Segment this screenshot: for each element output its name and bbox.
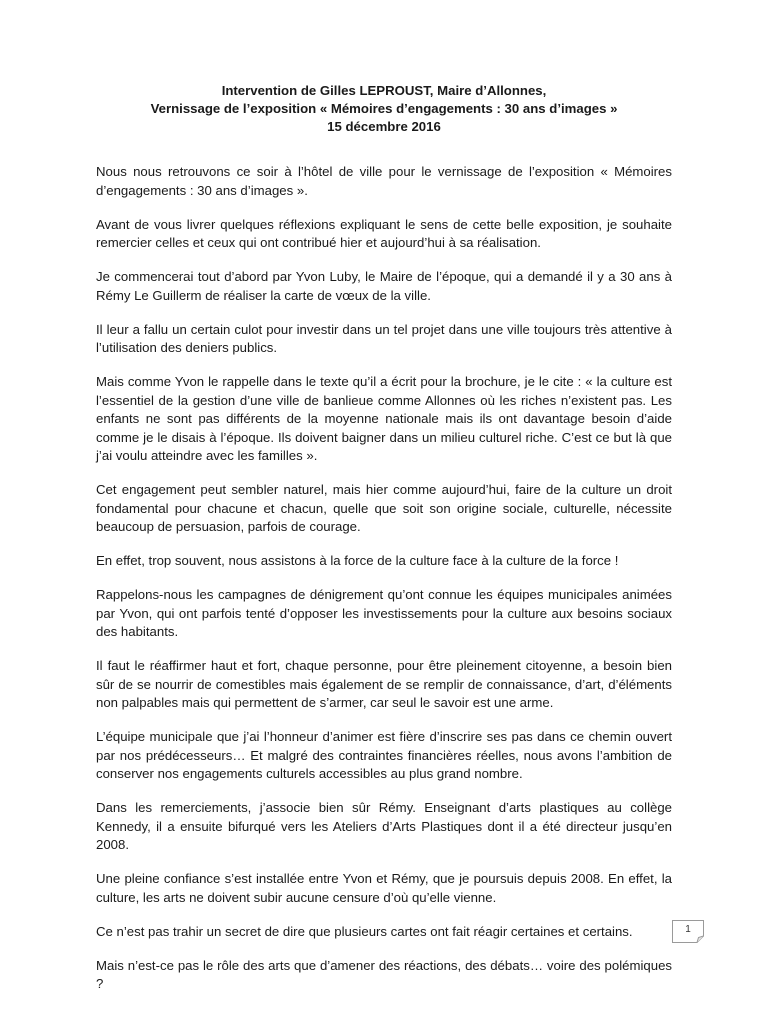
- paragraph: En effet, trop souvent, nous assistons à la force de la culture face à la culture de la force !: [96, 553, 619, 568]
- paragraph: Avant de vous livrer quelques réflexions expliquant le sens de cette belle exposition, je souhaite remercier celles et ceux qui ont contribué hier et aujourd’hui à sa réalisation.: [96, 216, 672, 250]
- paragraph: L’équipe municipale que j’ai l’honneur d’animer est fière d’inscrire ses pas dans ce chemin ouvert par nos prédécesseurs… Et malgré des contraintes financières réelles, nous avons l’ambition de conserver nos engagements culturels accessibles au plus grand nombre.: [96, 729, 672, 781]
- header-title: Intervention de Gilles LEPROUST, Maire d’Allonnes,: [221, 83, 547, 98]
- paragraph: Je commencerai tout d’abord par Yvon Luby, le Maire de l’époque, qui a demandé il y a 30 ans à Rémy Le Guillerm de réaliser la carte de vœux de la ville.: [96, 269, 672, 303]
- document-body: [96, 163, 672, 1009]
- paragraph: Cet engagement peut sembler naturel, mais hier comme aujourd’hui, faire de la culture un droit fondamental pour chacune et chacun, quelle que soit son origine sociale, culturelle, nécessite beaucoup de persuasion, parfois de courage.: [96, 482, 672, 534]
- paragraph: Mais n’est-ce pas le rôle des arts que d’amener des réactions, des débats… voire des polémiques ?: [96, 957, 672, 991]
- paragraph: Il leur a fallu un certain culot pour investir dans un tel projet dans une ville toujours très attentive à l’utilisation des deniers publics.: [96, 321, 672, 355]
- paragraph: Ce n’est pas trahir un secret de dire que plusieurs cartes ont fait réagir certaines et certains.: [96, 923, 633, 939]
- header-subtitle: Vernissage de l’exposition « Mémoires d’engagements : 30 ans d’images »: [150, 101, 618, 116]
- paragraph: Rappelons-nous les campagnes de dénigrement qu’ont connue les équipes municipales animées par Yvon, qui ont parfois tenté d’opposer les investissements pour la culture aux besoins sociaux des habitants.: [96, 587, 672, 639]
- paragraph: Il faut le réaffirmer haut et fort, chaque personne, pour être pleinement citoyenne, a besoin bien sûr de se nourrir de comestibles mais également de se remplir de connaissance, d’art, d’éléments non palpables mais qui permettent de s’armer, car seul le savoir est une arme.: [96, 658, 672, 710]
- header-date: 15 décembre 2016: [327, 119, 441, 134]
- paragraph: Une pleine confiance s’est installée entre Yvon et Rémy, que je poursuis depuis 2008. En effet, la culture, les arts ne doivent subir aucune censure d’où qu’elle vienne.: [96, 871, 672, 905]
- page-number: 1: [685, 924, 691, 935]
- paragraph: Mais comme Yvon le rappelle dans le texte qu’il a écrit pour la brochure, je le cite : « la culture est l’essentiel de la gestion d’une ville de banlieue comme Allonnes où les riches n’existent pas. Les enfants ne sont pas différents de la moyenne nationale mais ils ont davantage besoin d’aide comme je le disais à l’époque. Ils doivent baigner dans un milieu culturel riche. C’est ce but là que j’ai voulu atteindre avec les familles ».: [96, 374, 672, 463]
- document-header: [96, 82, 672, 136]
- paragraph: Nous nous retrouvons ce soir à l’hôtel de ville pour le vernissage de l’exposition « Mémoires d’engagements : 30 ans d’images ».: [96, 164, 672, 198]
- paragraph: Dans les remerciements, j’associe bien sûr Rémy. Enseignant d’arts plastiques au collège Kennedy, il a ensuite bifurqué vers les Ateliers d’Arts Plastiques dont il a été directeur jusqu’en 2008.: [96, 800, 672, 852]
- page-number-badge: [672, 920, 712, 944]
